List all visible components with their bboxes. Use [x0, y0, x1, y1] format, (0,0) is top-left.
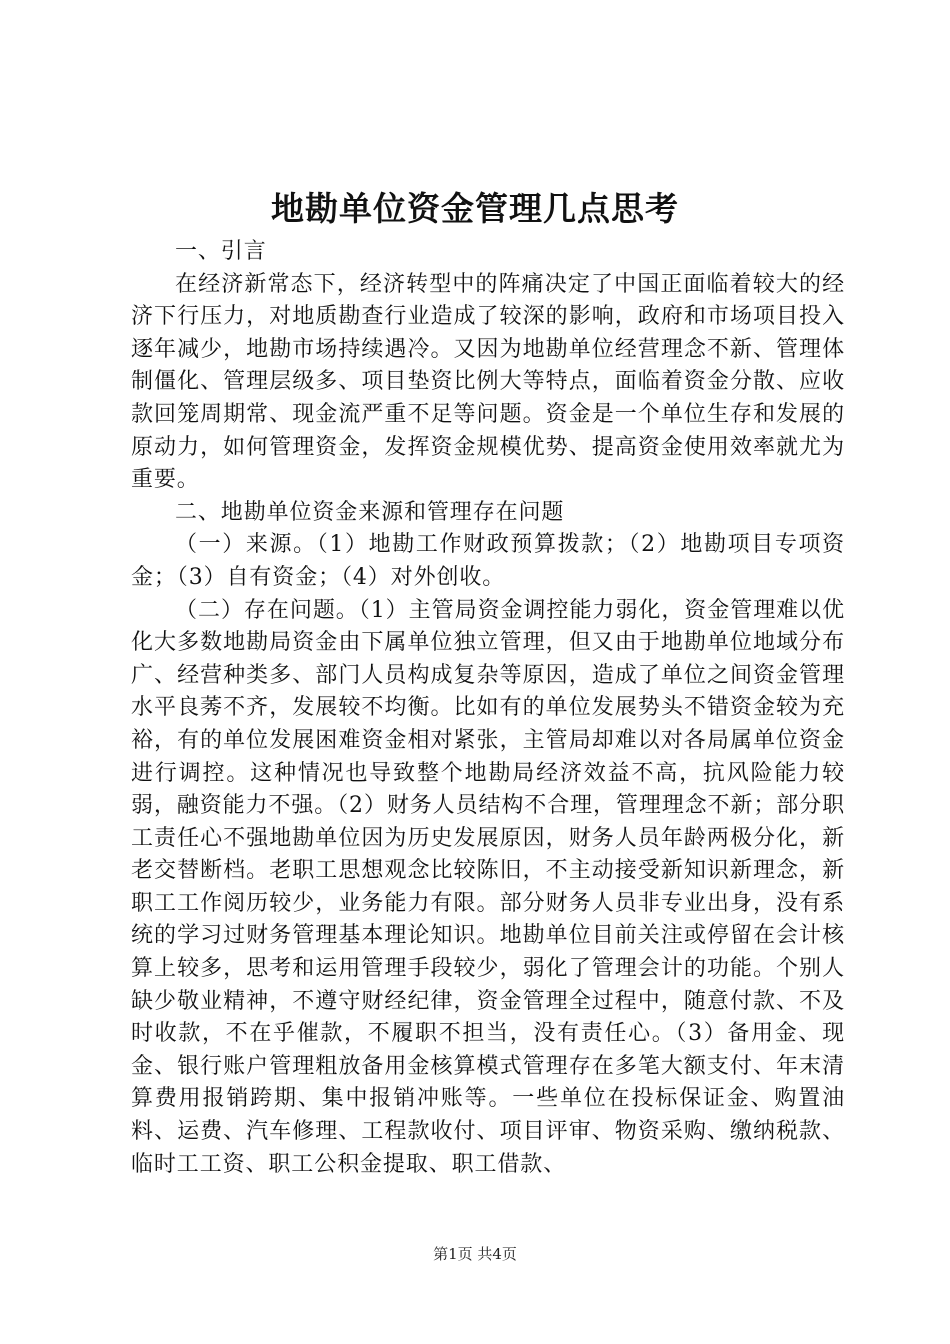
document-body — [131, 236, 845, 1181]
section-heading-introduction: 一、引言 — [175, 239, 267, 264]
page-footer: 第1页 共4页 — [433, 1245, 517, 1263]
section-heading-funding-issues: 二、地勘单位资金来源和管理存在问题 — [175, 499, 565, 525]
paragraph-funding-sources: （一）来源。（1）地勘工作财政预算拨款；（2）地勘项目专项资金；（3）自有资金；（4）对外创收。 — [131, 532, 845, 590]
paragraph-existing-problems: （二）存在问题。（1）主管局资金调控能力弱化，资金管理难以优化大多数地勘局资金由下属单位独立管理，但又由于地勘单位地域分布广、经营种类多、部门人员构成复杂等原因，造成了单位之间资金管理水平良莠不齐，发展较不均衡。比如有的单位发展势头不错资金较为充裕，有的单位发展困难资金相对紧张，主管局却难以对各局属单位资金进行调控。这种情况也导致整个地勘局经济效益不高，抗风险能力较弱，融资能力不强。（2）财务人员结构不合理，管理理念不新；部分职工责任心不强地勘单位因为历史发展原因，财务人员年龄两极分化，新老交替断档。老职工思想观念比较陈旧，不主动接受新知识新理念，新职工工作阅历较少，业务能力有限。部分财务人员非专业出身，没有系统的学习过财务管理基本理论知识。地勘单位目前关注或停留在会计核算上较多，思考和运用管理手段较少，弱化了管理会计的功能。个别人缺少敬业精神，不遵守财经纪律，资金管理全过程中，随意付款、不及时收款，不在乎催款，不履职不担当，没有责任心。（3）备用金、现金、银行账户管理粗放备用金核算模式管理存在多笔大额支付、年末清算费用报销跨期、集中报销冲账等。一些单位在投标保证金、购置油料、运费、汽车修理、工程款收付、项目评审、物资采购、缴纳税款、临时工工资、职工公积金提取、职工借款、 — [131, 597, 845, 1177]
document-title: 地勘单位资金管理几点思考 — [271, 189, 679, 228]
paragraph-introduction: 在经济新常态下，经济转型中的阵痛决定了中国正面临着较大的经济下行压力，对地质勘查行业造成了较深的影响，政府和市场项目投入逐年减少，地勘市场持续遇冷。又因为地勘单位经营理念不新、管理体制僵化、管理层级多、项目垫资比例大等特点，面临着资金分散、应收款回笼周期常、现金流严重不足等问题。资金是一个单位生存和发展的原动力，如何管理资金，发挥资金规模优势、提高资金使用效率就尤为重要。 — [131, 271, 845, 493]
